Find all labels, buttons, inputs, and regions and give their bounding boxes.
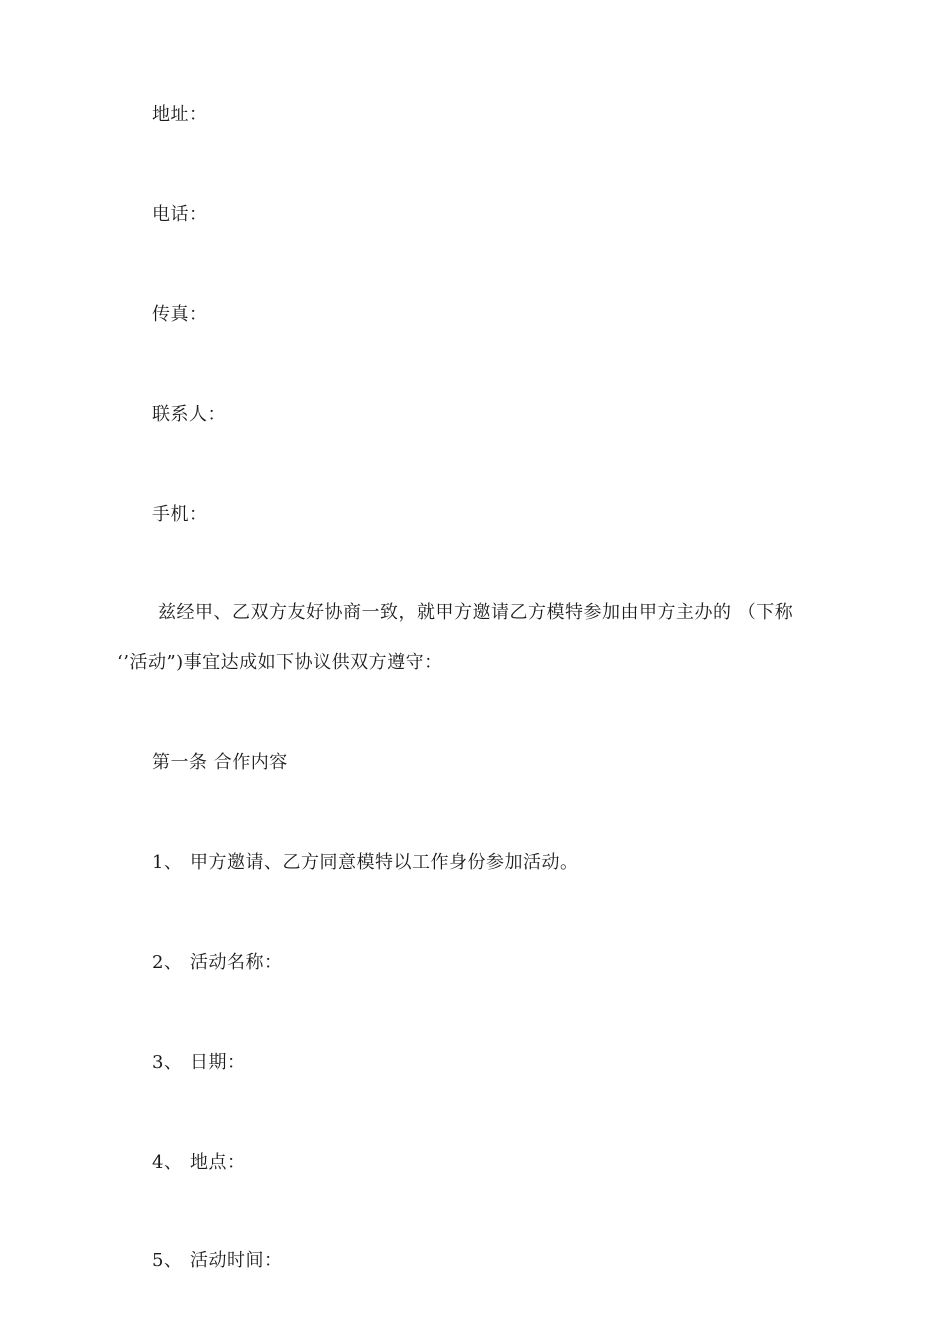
- contact-field-label: 联系人：: [152, 404, 226, 425]
- list-item: [152, 951, 283, 975]
- intro-paragraph-line-1: 兹经甲、乙双方友好协商一致，就甲方邀请乙方模特参加由甲方主办的 （下称: [158, 602, 794, 623]
- phone-field-label: 电话：: [152, 204, 208, 225]
- article-heading: 第一条 合作内容: [152, 752, 288, 773]
- list-item-number: 1、: [152, 852, 183, 873]
- intro-paragraph-line-2: ‘’活动”)事宜达成如下协议供双方遵守：: [117, 652, 443, 673]
- list-item-number: 3、: [152, 1052, 183, 1073]
- list-item-text: 活动名称：: [190, 952, 283, 973]
- list-item: [152, 1051, 246, 1075]
- list-item-text: 日期：: [190, 1052, 246, 1073]
- list-item-text: 甲方邀请、乙方同意模特以工作身份参加活动。: [190, 852, 579, 873]
- list-item: [152, 851, 579, 875]
- list-item-text: 地点：: [190, 1152, 246, 1173]
- list-item-number: 4、: [152, 1152, 183, 1173]
- list-item-number: 5、: [152, 1250, 183, 1271]
- fax-field-label: 传真：: [152, 304, 208, 325]
- list-item-number: 2、: [152, 952, 183, 973]
- list-item: [152, 1249, 283, 1273]
- address-field-label: 地址：: [152, 104, 208, 125]
- list-item: [152, 1151, 246, 1175]
- list-item-text: 活动时间：: [190, 1250, 283, 1271]
- mobile-field-label: 手机：: [152, 504, 208, 525]
